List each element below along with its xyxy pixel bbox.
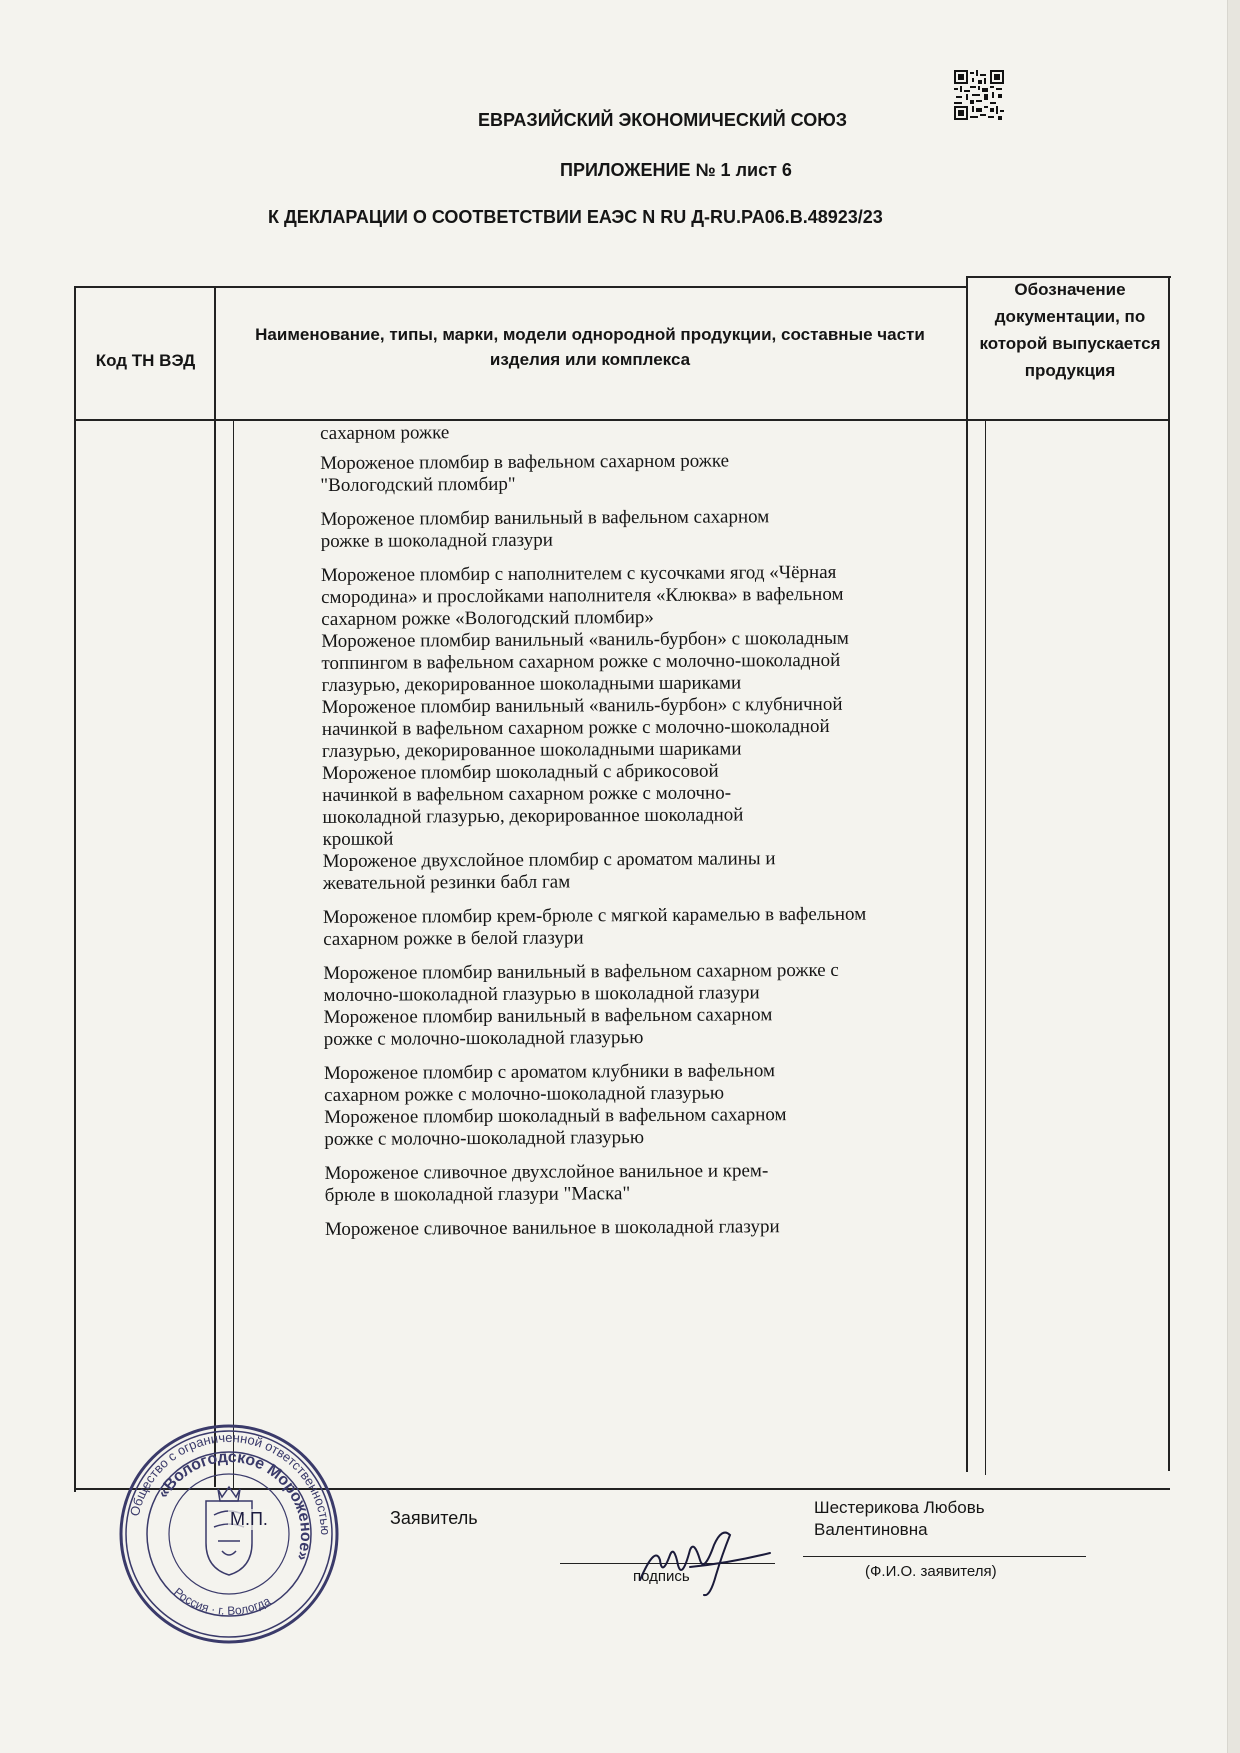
product-entry: Мороженое пломбир ванильный «ваниль-бурбон» с клубничной начинкой в вафельном сахарном рожке с молочно-шоколадной глазурью, декорированное шоколадными шариками (321, 693, 843, 762)
product-entry: Мороженое пломбир ванильный в вафельном сахарном рожке в шоколадной глазури (320, 506, 770, 552)
product-entry: Мороженое сливочное ванильное в шоколадной глазури (324, 1216, 780, 1240)
appendix-title: ПРИЛОЖЕНИЕ № 1 лист 6 (560, 160, 792, 180)
product-entry: Мороженое пломбир крем-брюле с мягкой карамелью в вафельном сахарном рожке в белой глазури (322, 903, 867, 950)
product-entry: сахарном рожке (320, 422, 450, 444)
fio-line (803, 1556, 1086, 1557)
table-left-border (74, 287, 76, 1492)
column-header-name: Наименование, типы, марки, модели однородной продукции, составные части изделия или комплекса (255, 325, 925, 369)
stamp-bottom-text: Россия · г. Вологда (171, 1584, 273, 1618)
product-list (320, 420, 885, 1241)
product-entry: Мороженое пломбир с наполнителем с кусочками ягод «Чёрная смородина» и прослойками наполнителя «Клюква» в вафельном сахарном рожке «Вологодский пломбир» (320, 561, 844, 630)
product-entry: Мороженое пломбир в вафельном сахарном рожке "Вологодский пломбир" (320, 450, 730, 496)
union-title: ЕВРАЗИЙСКИЙ ЭКОНОМИЧЕСКИЙ СОЮЗ (478, 110, 848, 130)
stamp-inner-text: «Вологодское Мороженое» (154, 1448, 315, 1563)
table-top-border (74, 286, 967, 288)
stamp-outer-text: Общество с ограниченной ответственностью (126, 1429, 334, 1536)
product-entry: Мороженое пломбир шоколадный в вафельном сахарном рожке с молочно-шоколадной глазурью (324, 1104, 787, 1150)
declaration-title: К ДЕКЛАРАЦИИ О СООТВЕТСТВИИ ЕАЭС N RU Д-RU.PA06.B.48923/23 (268, 207, 883, 227)
product-entry: Мороженое пломбир шоколадный с абрикосовой начинкой в вафельном сахарном рожке с молочно-шоколадной глазурью, декорированное шоколадной крошкой (322, 760, 744, 850)
column-header-doc: Обозначение документации, по которой выпускается продукция (979, 280, 1161, 380)
column-header-code: Код ТН ВЭД (95, 351, 196, 370)
product-entry: Мороженое пломбир ванильный в вафельном сахарном рожке с молочно-шоколадной глазурью (323, 1004, 773, 1050)
table-divider-1 (214, 287, 216, 1487)
inner-divider-doc (985, 420, 986, 1475)
page-edge (1227, 0, 1240, 1753)
stamp-place-label: М.П. (230, 1509, 268, 1529)
product-entry: Мороженое пломбир ванильный в вафельном сахарном рожке с молочно-шоколадной глазурью в шоколадной глазури (323, 959, 839, 1006)
svg-text:Россия · г. Вологда (171, 1585, 273, 1618)
coat-of-arms (206, 1487, 252, 1575)
applicant-name: Шестерикова Любовь Валентиновна (814, 1498, 985, 1539)
inner-divider-code (233, 420, 234, 1488)
qr-code (954, 70, 1004, 120)
table-right-border (1168, 276, 1170, 1471)
company-stamp (118, 1423, 340, 1645)
fio-caption: (Ф.И.О. заявителя) (865, 1563, 997, 1580)
product-entry: Мороженое сливочное двухслойное ванильное и крем-брюле в шоколадной глазури "Маска" (324, 1160, 769, 1206)
product-entry: Мороженое пломбир с ароматом клубники в вафельном сахарном рожке с молочно-шоколадной глазурью (323, 1060, 776, 1106)
product-entry: Мороженое двухслойное пломбир с ароматом малины и жевательной резинки бабл гам (322, 848, 776, 894)
product-entry: Мороженое пломбир ванильный «ваниль-бурбон» с шоколадным топпингом в вафельном сахарном рожке с молочно-шоколадной глазурью, декорированное шоколадными шариками (321, 627, 849, 696)
signature-caption: подпись (633, 1568, 690, 1585)
applicant-label: Заявитель (390, 1508, 478, 1528)
handwritten-signature (630, 1505, 780, 1600)
table-divider-2 (966, 276, 968, 1472)
